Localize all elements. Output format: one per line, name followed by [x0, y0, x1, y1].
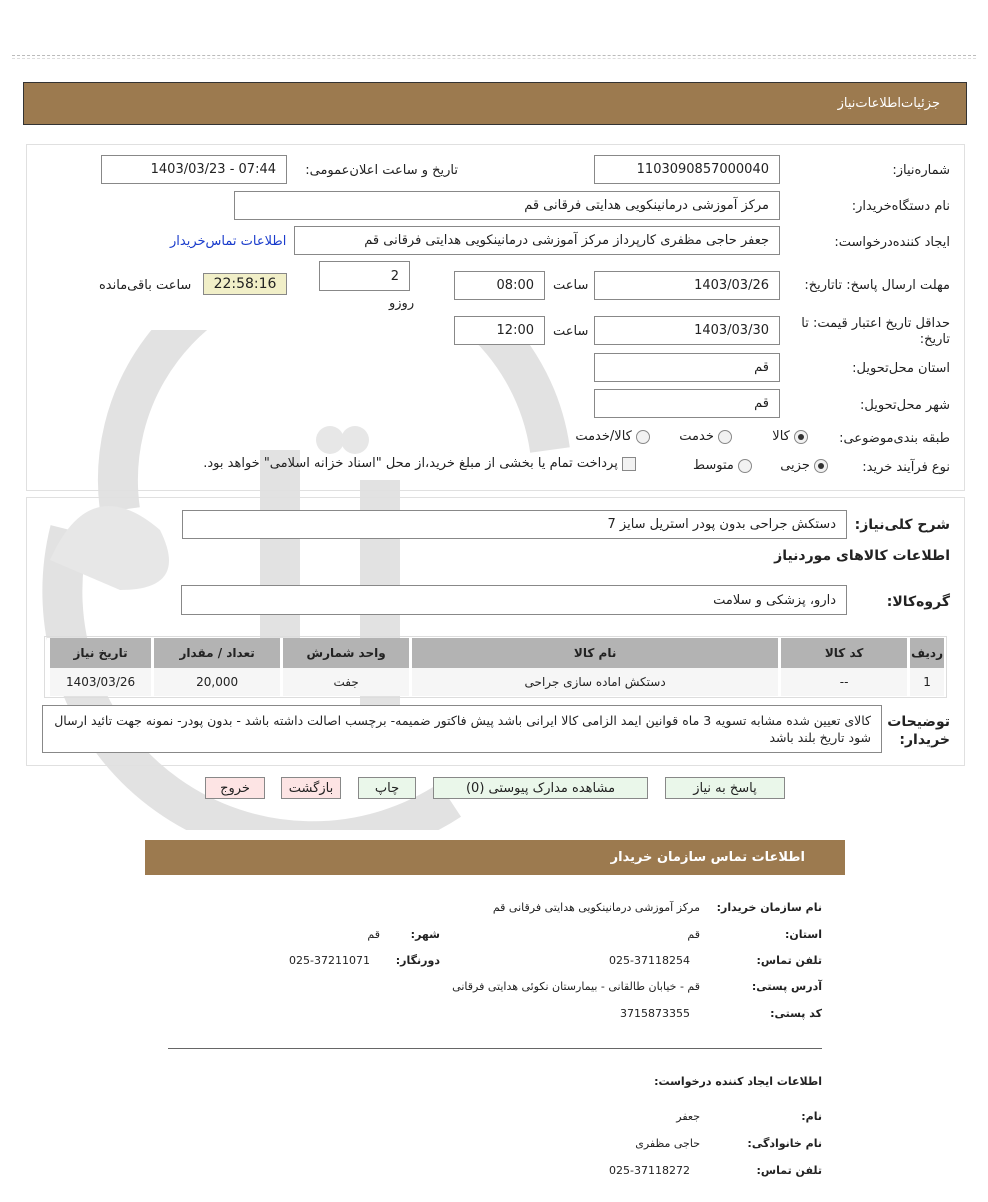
general-desc-label: شرح کلی‌نیاز: [854, 517, 950, 533]
goods-info-title: اطلاعات کالاهای موردنیاز [774, 548, 950, 564]
cell-unit: جفت [282, 668, 411, 696]
days-label: روزو [389, 296, 415, 311]
contact-section-title: اطلاعات تماس سازمان خریدار [610, 850, 805, 865]
top-separator [12, 55, 976, 56]
contact-org-value: مرکز آموزشی درمانینکویی هدایتی فرقانی قم [492, 901, 700, 914]
province-label: استان محل‌تحویل: [852, 361, 950, 376]
print-button[interactable]: چاپ [358, 777, 416, 799]
province-field: قم [594, 353, 780, 382]
table-header-row [49, 638, 945, 668]
deadline-label: مهلت ارسال پاسخ: تاتاریخ: [804, 278, 950, 293]
goods-group-label: گروه‌کالا: [886, 594, 950, 610]
buyer-notes-label: توضیحات خریدار: [887, 714, 950, 748]
radio-icon[interactable] [738, 459, 752, 473]
category-label: طبقه بندی‌موضوعی: [839, 431, 950, 446]
creator-name-value: جعفر [676, 1110, 700, 1123]
radio-icon[interactable] [718, 430, 732, 444]
cell-date: 1403/03/26 [49, 668, 153, 696]
page-header [23, 82, 967, 125]
col-name: نام کالا [411, 638, 780, 668]
table-row [49, 668, 945, 696]
creator-field: جعفر حاجی مظفری کارپرداز مرکز آموزشی درمانینکویی هدایتی فرقانی قم [294, 226, 780, 255]
contact-province-label: استان: [785, 928, 822, 941]
category-option-service[interactable]: خدمت [679, 429, 732, 444]
process-option-medium[interactable]: متوسط [693, 458, 752, 473]
announce-field [101, 155, 287, 184]
contact-postal-label: کد پستی: [770, 1007, 822, 1020]
deadline-time-label: ساعت [553, 278, 589, 293]
validity-time-field: 12:00 [454, 316, 545, 345]
category-option-goods[interactable]: کالا [772, 429, 808, 444]
col-row: ردیف [909, 638, 944, 668]
buyer-label: نام دستگاه‌خریدار: [851, 199, 950, 214]
attachments-button[interactable]: مشاهده مدارک پیوستی (0) [433, 777, 648, 799]
contact-buyer-link[interactable]: اطلاعات تماس‌خریدار [170, 234, 287, 249]
cell-row: 1 [909, 668, 944, 696]
contact-phone-label: تلفن تماس: [756, 954, 822, 967]
validity-label: حداقل تاریخ اعتبار قیمت: تا تاریخ: [801, 316, 950, 347]
page-title: جزئیات‌اطلاعات‌نیاز [837, 96, 940, 111]
creator-family-value: حاجی مظفری [635, 1137, 700, 1150]
creator-family-label: نام خانوادگی: [747, 1137, 822, 1150]
payment-treasury-option[interactable]: پرداخت تمام یا بخشی از مبلغ خرید،از محل "اسناد خزانه اسلامی" خواهد بود. [203, 456, 636, 471]
contact-postal-value: 3715873355 [620, 1007, 690, 1020]
contact-address-value: قم - خیابان طالقانی - بیمارستان نکوئی هدایتی فرقانی [452, 980, 700, 993]
radio-icon[interactable] [814, 459, 828, 473]
contact-section-header [145, 840, 845, 875]
back-button[interactable]: بازگشت [281, 777, 341, 799]
creator-name-label: نام: [801, 1110, 822, 1123]
creator-info-title: اطلاعات ایجاد کننده درخواست: [654, 1075, 822, 1088]
contact-province-value: قم [687, 928, 700, 941]
days-field: 2 [319, 261, 410, 291]
checkbox-icon[interactable] [622, 457, 636, 471]
validity-date-field: 1403/03/30 [594, 316, 780, 345]
creator-phone-value: 025-37118272 [609, 1164, 690, 1177]
cell-qty: 20,000 [153, 668, 282, 696]
reply-button[interactable]: پاسخ به نیاز [665, 777, 785, 799]
buyer-notes-field: کالای تعیین شده مشابه تسویه 3 ماه قوانین ایمد الزامی کالا ایرانی باشد پیش فاکتور ضمیمه- برچسب اصالت داشته باشد - بدون پودر- نمونه جهت تائید ارسال شود تاریخ بلند باشد [42, 705, 882, 753]
col-qty: تعداد / مقدار [153, 638, 282, 668]
exit-button[interactable]: خروج [205, 777, 265, 799]
deadline-time-field: 08:00 [454, 271, 545, 300]
cell-code: -- [780, 668, 909, 696]
remaining-timer: 22:58:16 [203, 273, 287, 295]
remaining-label: ساعت باقی‌مانده [99, 278, 192, 293]
contact-fax-value: 025-37211071 [289, 954, 370, 967]
deadline-date-field: 1403/03/26 [594, 271, 780, 300]
col-date: تاریخ نیاز [49, 638, 153, 668]
contact-city-label: شهر: [410, 928, 440, 941]
radio-icon[interactable] [636, 430, 650, 444]
announce-label: تاریخ و ساعت اعلان‌عمومی: [305, 163, 458, 178]
creator-label: ایجاد کننده‌درخواست: [834, 235, 950, 250]
cell-name: دستکش اماده سازی جراحی [411, 668, 780, 696]
city-label: شهر محل‌تحویل: [860, 398, 950, 413]
items-table [47, 638, 944, 696]
validity-time-label: ساعت [553, 324, 589, 339]
contact-org-label: نام سازمان خریدار: [716, 901, 822, 914]
contact-fax-label: دورنگار: [395, 954, 440, 967]
contact-address-label: آدرس پستی: [751, 980, 822, 993]
top-separator-2 [12, 58, 976, 59]
category-option-both[interactable]: کالا/خدمت [575, 429, 650, 444]
process-label: نوع فرآیند خرید: [862, 460, 950, 475]
city-field: قم [594, 389, 780, 418]
col-code: کد کالا [780, 638, 909, 668]
buyer-field: مرکز آموزشی درمانینکویی هدایتی فرقانی قم [234, 191, 780, 220]
creator-phone-label: تلفن تماس: [756, 1164, 822, 1177]
contact-phone-value: 025-37118254 [609, 954, 690, 967]
contact-city-value: قم [367, 928, 380, 941]
need-number-field: 1103090857000040 [594, 155, 780, 184]
need-number-label: شماره‌نیاز: [892, 163, 950, 178]
process-option-minor[interactable]: جزیی [780, 458, 828, 473]
goods-group-field: دارو، پزشکی و سلامت [181, 585, 847, 615]
general-desc-field: دستکش جراحی بدون پودر استریل سایز 7 [182, 510, 847, 539]
contact-divider [168, 1048, 822, 1049]
announce-value: 1403/03/23 - 07:44 [150, 162, 276, 177]
col-unit: واحد شمارش [282, 638, 411, 668]
radio-icon[interactable] [794, 430, 808, 444]
